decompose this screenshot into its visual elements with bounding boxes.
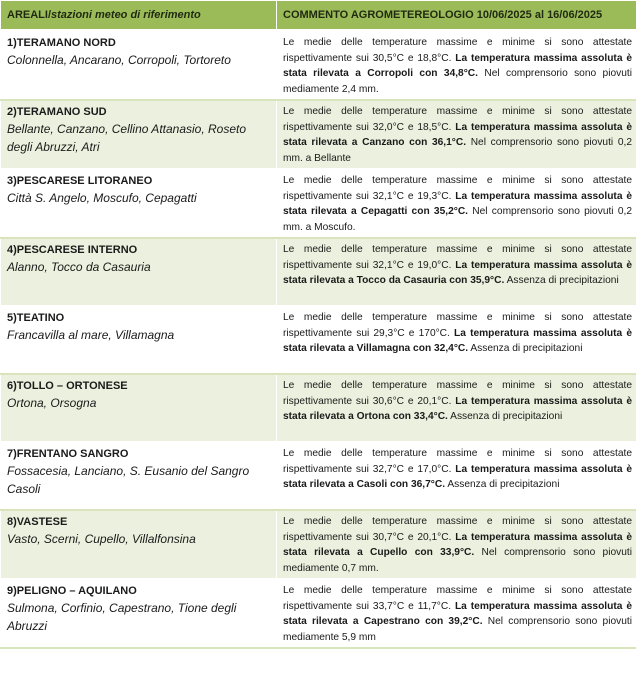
table-row [1, 579, 636, 648]
comment-cell [277, 238, 636, 306]
area-title: 5)TEATINO [7, 312, 65, 324]
comment-max-temp: La temperatura massima assoluta è stata rilevata a Canzano con 36,1°C. [283, 121, 632, 148]
area-cell [1, 510, 277, 579]
area-cell [1, 169, 277, 238]
table-row [1, 306, 636, 374]
comment-text [283, 583, 632, 645]
area-stations: Ortona, Orsogna [7, 396, 97, 410]
table-row [1, 238, 636, 306]
area-title: 1)TERAMANO NORD [7, 37, 116, 49]
comment-post: Nel comprensorio sono piovuti 0,2 mm. a Bellante [283, 137, 633, 164]
area-title: 6)TOLLO – ORTONESE [7, 380, 128, 392]
area-stations: Vasto, Scerni, Cupello, Villalfonsina [7, 532, 196, 546]
comment-cell [277, 579, 636, 648]
comment-cell [277, 374, 636, 442]
area-cell [1, 100, 277, 169]
comment-cell [277, 31, 636, 101]
area-title: 9)PELIGNO – AQUILANO [7, 585, 137, 597]
table-row [1, 31, 636, 101]
comment-pre: Le medie delle temperature massime e minime si sono attestate rispettivamente sui 32,0°C e 18,5°C. [283, 106, 632, 133]
comment-max-temp: La temperatura massima assoluta è stata rilevata a Corropoli con 34,8°C. [283, 52, 632, 79]
area-title: 8)VASTESE [7, 516, 68, 528]
header-comment: COMMENTO AGROMETEREOLOGIO 10/06/2025 al 16/06/2025 [277, 1, 636, 31]
comment-max-temp: La temperatura massima assoluta è stata rilevata a Capestrano con 39,2°C. [283, 600, 633, 627]
comment-pre: Le medie delle temperature massime e minime si sono attestate rispettivamente sui 29,3°C e 170°C. [283, 312, 632, 339]
comment-post: Assenza di precipitazioni [468, 343, 583, 354]
comment-pre: Le medie delle temperature massime e minime si sono attestate rispettivamente sui 32,1°C e 19,0°C. [283, 244, 632, 271]
comment-post: Nel comprensorio sono piovuti mediamente 2,4 mm. [283, 68, 632, 95]
area-cell [1, 238, 277, 306]
comment-post: Assenza di precipitazioni [447, 411, 563, 422]
comment-pre: Le medie delle temperature massime e minime si sono attestate rispettivamente sui 30,5°C e 18,8°C. [283, 37, 632, 64]
comment-text [283, 378, 632, 425]
header-areas [1, 1, 277, 31]
area-title: 2)TERAMANO SUD [7, 106, 107, 118]
area-cell [1, 31, 277, 101]
comment-cell [277, 510, 636, 579]
comment-text [283, 242, 632, 289]
comment-text [283, 104, 632, 166]
comment-max-temp: La temperatura massima assoluta è stata rilevata a Cepagatti con 35,2°C. [283, 190, 632, 217]
comment-pre: Le medie delle temperature massime e minime si sono attestate rispettivamente sui 32,1°C e 19,3°C. [283, 175, 632, 202]
comment-pre: Le medie delle temperature massime e minime si sono attestate rispettivamente sui 32,7°C e 17,0°C. [283, 448, 632, 475]
comment-text [283, 173, 632, 235]
comment-post: Nel comprensorio sono piovuti 0,2 mm. a Moscufo. [283, 206, 632, 233]
comment-max-temp: La temperatura massima assoluta è stata rilevata a Casoli con 36,7°C. [283, 463, 632, 490]
comment-text [283, 35, 632, 97]
comment-text [283, 446, 632, 493]
area-cell [1, 442, 277, 510]
comment-post: Nel comprensorio sono piovuti mediamente 0,7 mm. [283, 547, 632, 574]
area-title: 7)FRENTANO SANGRO [7, 448, 129, 460]
comment-pre: Le medie delle temperature massime e minime si sono attestate rispettivamente sui 33,7°C e 11,7°C. [283, 585, 632, 612]
area-title: 3)PESCARESE LITORANEO [7, 175, 153, 187]
table-row [1, 100, 636, 169]
area-stations: Colonnella, Ancarano, Corropoli, Tortoreto [7, 53, 231, 67]
comment-max-temp: La temperatura massima assoluta è stata rilevata a Villamagna con 32,4°C. [283, 327, 632, 354]
comment-post: Nel comprensorio sono piovuti mediamente 5,9 mm [283, 616, 632, 643]
comment-cell [277, 169, 636, 238]
comment-cell [277, 306, 636, 374]
comment-max-temp: La temperatura massima assoluta è stata rilevata a Ortona con 33,4°C. [283, 395, 632, 422]
area-title: 4)PESCARESE INTERNO [7, 244, 138, 256]
area-stations: Alanno, Tocco da Casauria [7, 260, 151, 274]
area-stations: Fossacesia, Lanciano, S. Eusanio del Sangro Casoli [7, 464, 250, 496]
table-row [1, 374, 636, 442]
area-cell [1, 306, 277, 374]
comment-cell [277, 442, 636, 510]
table-row [1, 510, 636, 579]
area-stations: Bellante, Canzano, Cellino Attanasio, Roseto degli Abruzzi, Atri [7, 122, 247, 154]
comment-text [283, 310, 632, 357]
comment-pre: Le medie delle temperature massime e minime si sono attestate rispettivamente sui 30,6°C e 20,1°C. [283, 380, 632, 407]
comment-post: Assenza di precipitazioni [445, 479, 560, 490]
header-stations-label: stazioni meteo di riferimento [51, 8, 201, 21]
comment-text [283, 514, 632, 576]
area-stations: Città S. Angelo, Moscufo, Cepagatti [7, 191, 197, 205]
comment-pre: Le medie delle temperature massime e minime si sono attestate rispettivamente sui 30,7°C e 20,1°C. [283, 516, 632, 543]
area-cell [1, 579, 277, 648]
comment-post: Assenza di precipitazioni [504, 275, 619, 286]
area-stations: Francavilla al mare, Villamagna [7, 328, 175, 342]
area-cell [1, 374, 277, 442]
header-areas-label: AREALI/ [7, 8, 51, 21]
header-row [1, 1, 636, 31]
comment-max-temp: La temperatura massima assoluta è stata rilevata a Tocco da Casauria con 35,9°C. [283, 259, 632, 286]
table-row [1, 442, 636, 510]
table-row [1, 169, 636, 238]
comment-max-temp: La temperatura massima assoluta è stata rilevata a Cupello con 33,9°C. [283, 531, 632, 558]
comment-cell [277, 100, 636, 169]
area-stations: Sulmona, Corfinio, Capestrano, Tione degli Abruzzi [7, 601, 237, 633]
